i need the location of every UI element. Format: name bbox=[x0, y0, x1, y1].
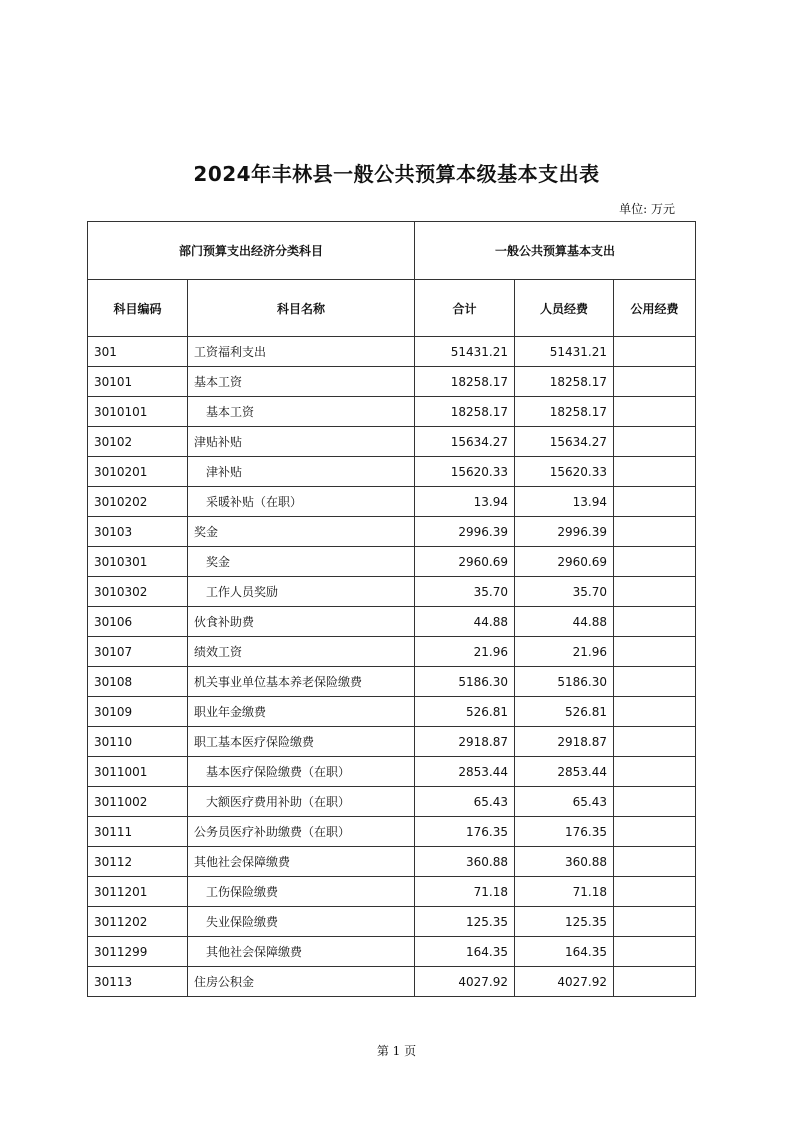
cell-personnel: 13.94 bbox=[515, 487, 614, 517]
cell-code: 3011299 bbox=[88, 937, 188, 967]
cell-code: 3011201 bbox=[88, 877, 188, 907]
cell-name: 采暖补贴（在职） bbox=[188, 487, 415, 517]
cell-public bbox=[614, 847, 696, 877]
table-row bbox=[88, 337, 696, 367]
cell-total: 164.35 bbox=[415, 937, 515, 967]
cell-total: 51431.21 bbox=[415, 337, 515, 367]
table-row bbox=[88, 967, 696, 997]
cell-public bbox=[614, 517, 696, 547]
cell-name: 其他社会保障缴费 bbox=[188, 937, 415, 967]
cell-name: 津补贴 bbox=[188, 457, 415, 487]
cell-public bbox=[614, 937, 696, 967]
cell-public bbox=[614, 877, 696, 907]
cell-name: 伙食补助费 bbox=[188, 607, 415, 637]
cell-personnel: 2960.69 bbox=[515, 547, 614, 577]
cell-name: 其他社会保障缴费 bbox=[188, 847, 415, 877]
cell-public bbox=[614, 727, 696, 757]
table-row bbox=[88, 847, 696, 877]
table-row bbox=[88, 907, 696, 937]
table-row bbox=[88, 457, 696, 487]
cell-code: 30108 bbox=[88, 667, 188, 697]
cell-public bbox=[614, 337, 696, 367]
table-row bbox=[88, 517, 696, 547]
cell-public bbox=[614, 907, 696, 937]
cell-total: 2996.39 bbox=[415, 517, 515, 547]
table-row bbox=[88, 817, 696, 847]
cell-public bbox=[614, 457, 696, 487]
table-row bbox=[88, 577, 696, 607]
table-row bbox=[88, 607, 696, 637]
cell-personnel: 360.88 bbox=[515, 847, 614, 877]
cell-personnel: 15634.27 bbox=[515, 427, 614, 457]
cell-name: 机关事业单位基本养老保险缴费 bbox=[188, 667, 415, 697]
budget-table bbox=[87, 221, 696, 997]
cell-name: 职工基本医疗保险缴费 bbox=[188, 727, 415, 757]
table-row bbox=[88, 367, 696, 397]
cell-personnel: 71.18 bbox=[515, 877, 614, 907]
cell-code: 3011001 bbox=[88, 757, 188, 787]
cell-name: 大额医疗费用补助（在职） bbox=[188, 787, 415, 817]
cell-code: 3011002 bbox=[88, 787, 188, 817]
table-row bbox=[88, 667, 696, 697]
cell-total: 15634.27 bbox=[415, 427, 515, 457]
group-header-row bbox=[88, 222, 696, 280]
cell-public bbox=[614, 697, 696, 727]
cell-personnel: 4027.92 bbox=[515, 967, 614, 997]
cell-public bbox=[614, 967, 696, 997]
cell-total: 2918.87 bbox=[415, 727, 515, 757]
column-header-personnel: 人员经费 bbox=[515, 280, 614, 337]
column-header-code: 科目编码 bbox=[88, 280, 188, 337]
cell-code: 30102 bbox=[88, 427, 188, 457]
group-header-basic-expenditure: 一般公共预算基本支出 bbox=[415, 222, 696, 280]
cell-public bbox=[614, 367, 696, 397]
cell-code: 3011202 bbox=[88, 907, 188, 937]
cell-personnel: 526.81 bbox=[515, 697, 614, 727]
cell-code: 3010101 bbox=[88, 397, 188, 427]
table-row bbox=[88, 427, 696, 457]
cell-personnel: 2996.39 bbox=[515, 517, 614, 547]
cell-total: 15620.33 bbox=[415, 457, 515, 487]
cell-public bbox=[614, 757, 696, 787]
cell-personnel: 44.88 bbox=[515, 607, 614, 637]
cell-name: 津贴补贴 bbox=[188, 427, 415, 457]
cell-total: 176.35 bbox=[415, 817, 515, 847]
cell-total: 2853.44 bbox=[415, 757, 515, 787]
table-row bbox=[88, 727, 696, 757]
cell-name: 工伤保险缴费 bbox=[188, 877, 415, 907]
page-number: 第 1 页 bbox=[376, 1044, 417, 1058]
column-header-public: 公用经费 bbox=[614, 280, 696, 337]
cell-public bbox=[614, 607, 696, 637]
cell-name: 工作人员奖励 bbox=[188, 577, 415, 607]
cell-code: 30112 bbox=[88, 847, 188, 877]
cell-total: 44.88 bbox=[415, 607, 515, 637]
cell-total: 125.35 bbox=[415, 907, 515, 937]
cell-name: 奖金 bbox=[188, 517, 415, 547]
cell-total: 71.18 bbox=[415, 877, 515, 907]
table-row bbox=[88, 547, 696, 577]
cell-public bbox=[614, 787, 696, 817]
cell-personnel: 35.70 bbox=[515, 577, 614, 607]
cell-code: 30106 bbox=[88, 607, 188, 637]
cell-public bbox=[614, 487, 696, 517]
cell-personnel: 65.43 bbox=[515, 787, 614, 817]
cell-personnel: 125.35 bbox=[515, 907, 614, 937]
table-row bbox=[88, 397, 696, 427]
column-header-row bbox=[88, 280, 696, 337]
cell-code: 3010301 bbox=[88, 547, 188, 577]
cell-name: 职业年金缴费 bbox=[188, 697, 415, 727]
cell-personnel: 21.96 bbox=[515, 637, 614, 667]
cell-personnel: 18258.17 bbox=[515, 367, 614, 397]
cell-total: 65.43 bbox=[415, 787, 515, 817]
cell-public bbox=[614, 637, 696, 667]
cell-personnel: 5186.30 bbox=[515, 667, 614, 697]
cell-total: 13.94 bbox=[415, 487, 515, 517]
cell-total: 526.81 bbox=[415, 697, 515, 727]
cell-personnel: 15620.33 bbox=[515, 457, 614, 487]
table-row bbox=[88, 877, 696, 907]
cell-name: 失业保险缴费 bbox=[188, 907, 415, 937]
cell-public bbox=[614, 547, 696, 577]
cell-personnel: 51431.21 bbox=[515, 337, 614, 367]
cell-code: 3010302 bbox=[88, 577, 188, 607]
cell-personnel: 2918.87 bbox=[515, 727, 614, 757]
table-body bbox=[88, 337, 696, 997]
table-row bbox=[88, 937, 696, 967]
cell-total: 35.70 bbox=[415, 577, 515, 607]
cell-public bbox=[614, 667, 696, 697]
cell-code: 30107 bbox=[88, 637, 188, 667]
cell-total: 21.96 bbox=[415, 637, 515, 667]
table-row bbox=[88, 787, 696, 817]
cell-personnel: 18258.17 bbox=[515, 397, 614, 427]
cell-total: 18258.17 bbox=[415, 397, 515, 427]
cell-total: 360.88 bbox=[415, 847, 515, 877]
cell-code: 30103 bbox=[88, 517, 188, 547]
cell-name: 奖金 bbox=[188, 547, 415, 577]
cell-public bbox=[614, 577, 696, 607]
group-header-classification: 部门预算支出经济分类科目 bbox=[88, 222, 415, 280]
cell-personnel: 164.35 bbox=[515, 937, 614, 967]
table-row bbox=[88, 697, 696, 727]
cell-name: 基本工资 bbox=[188, 397, 415, 427]
cell-name: 绩效工资 bbox=[188, 637, 415, 667]
cell-code: 30109 bbox=[88, 697, 188, 727]
table-row bbox=[88, 487, 696, 517]
table-row bbox=[88, 637, 696, 667]
unit-label: 单位: 万元 bbox=[619, 202, 675, 216]
cell-total: 5186.30 bbox=[415, 667, 515, 697]
cell-name: 住房公积金 bbox=[188, 967, 415, 997]
cell-code: 30101 bbox=[88, 367, 188, 397]
cell-name: 公务员医疗补助缴费（在职） bbox=[188, 817, 415, 847]
cell-code: 3010201 bbox=[88, 457, 188, 487]
cell-public bbox=[614, 397, 696, 427]
column-header-total: 合计 bbox=[415, 280, 515, 337]
cell-total: 4027.92 bbox=[415, 967, 515, 997]
cell-code: 30110 bbox=[88, 727, 188, 757]
column-header-name: 科目名称 bbox=[188, 280, 415, 337]
cell-code: 3010202 bbox=[88, 487, 188, 517]
cell-name: 工资福利支出 bbox=[188, 337, 415, 367]
cell-total: 2960.69 bbox=[415, 547, 515, 577]
cell-personnel: 176.35 bbox=[515, 817, 614, 847]
cell-name: 基本工资 bbox=[188, 367, 415, 397]
cell-code: 301 bbox=[88, 337, 188, 367]
cell-public bbox=[614, 427, 696, 457]
cell-code: 30111 bbox=[88, 817, 188, 847]
cell-code: 30113 bbox=[88, 967, 188, 997]
cell-name: 基本医疗保险缴费（在职） bbox=[188, 757, 415, 787]
page-title: 2024年丰林县一般公共预算本级基本支出表 bbox=[193, 162, 600, 186]
cell-total: 18258.17 bbox=[415, 367, 515, 397]
cell-personnel: 2853.44 bbox=[515, 757, 614, 787]
table-row bbox=[88, 757, 696, 787]
cell-public bbox=[614, 817, 696, 847]
